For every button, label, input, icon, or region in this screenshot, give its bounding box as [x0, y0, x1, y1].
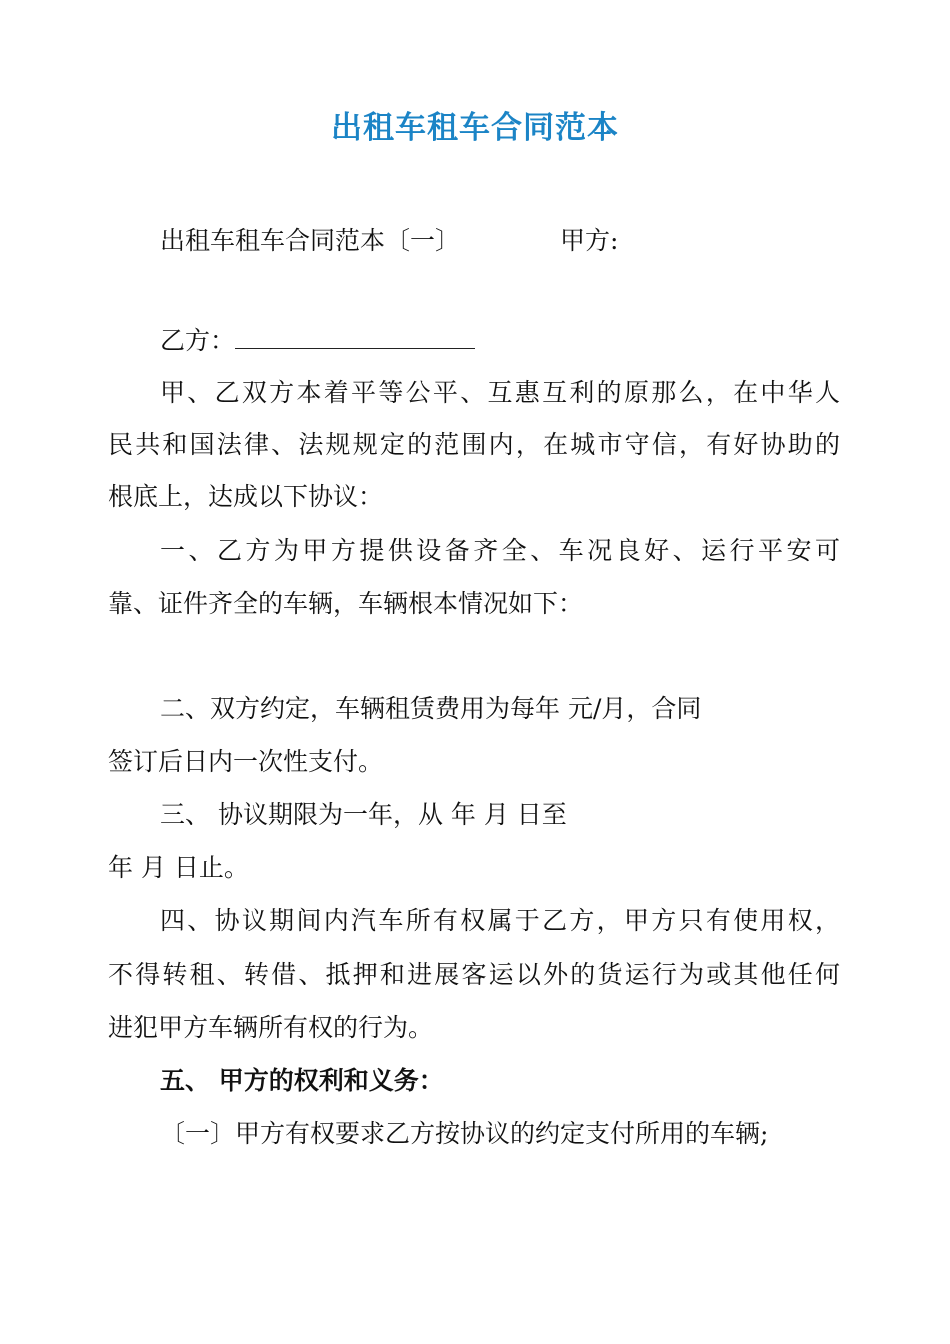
paragraph-line: 二、双方约定，车辆租赁费用为每年 元/月，合同	[160, 694, 702, 723]
paragraph-line: 民共和国法律、法规规定的范围内，在城市守信，有好协助的	[108, 430, 840, 459]
paragraph-line: 四、协议期间内汽车所有权属于乙方，甲方只有使用权，	[160, 906, 840, 935]
party-b-label: 乙方：	[160, 326, 236, 355]
paragraph-line: 〔一〕甲方有权要求乙方按协议的约定支付所用的车辆;	[160, 1119, 769, 1148]
section-heading: 五、 甲方的权利和义务：	[160, 1066, 444, 1095]
paragraph-line: 进犯甲方车辆所有权的行为。	[108, 1013, 434, 1042]
paragraph-line: 一、乙方为甲方提供设备齐全、车况良好、运行平安可	[160, 536, 840, 565]
paragraph-line: 签订后日内一次性支付。	[108, 747, 384, 776]
subtitle-line: 出租车租车合同范本〔一〕	[160, 226, 461, 255]
paragraph-line: 根底上，达成以下协议：	[108, 482, 384, 511]
party-b-blank	[235, 328, 475, 349]
party-b-line	[160, 324, 475, 358]
paragraph-line: 靠、证件齐全的车辆，车辆根本情况如下：	[108, 589, 584, 618]
party-a-label: 甲方:	[560, 226, 619, 255]
paragraph-line: 不得转租、转借、抵押和进展客运以外的货运行为或其他任何	[108, 960, 840, 989]
paragraph-line: 年 月 日止。	[108, 853, 249, 882]
paragraph-line: 三、 协议期限为一年，从 年 月 日至	[160, 800, 567, 829]
paragraph-line: 甲、乙双方本着平等公平、互惠互利的原那么，在中华人	[160, 378, 840, 407]
document-title: 出租车租车合同范本	[331, 110, 619, 146]
